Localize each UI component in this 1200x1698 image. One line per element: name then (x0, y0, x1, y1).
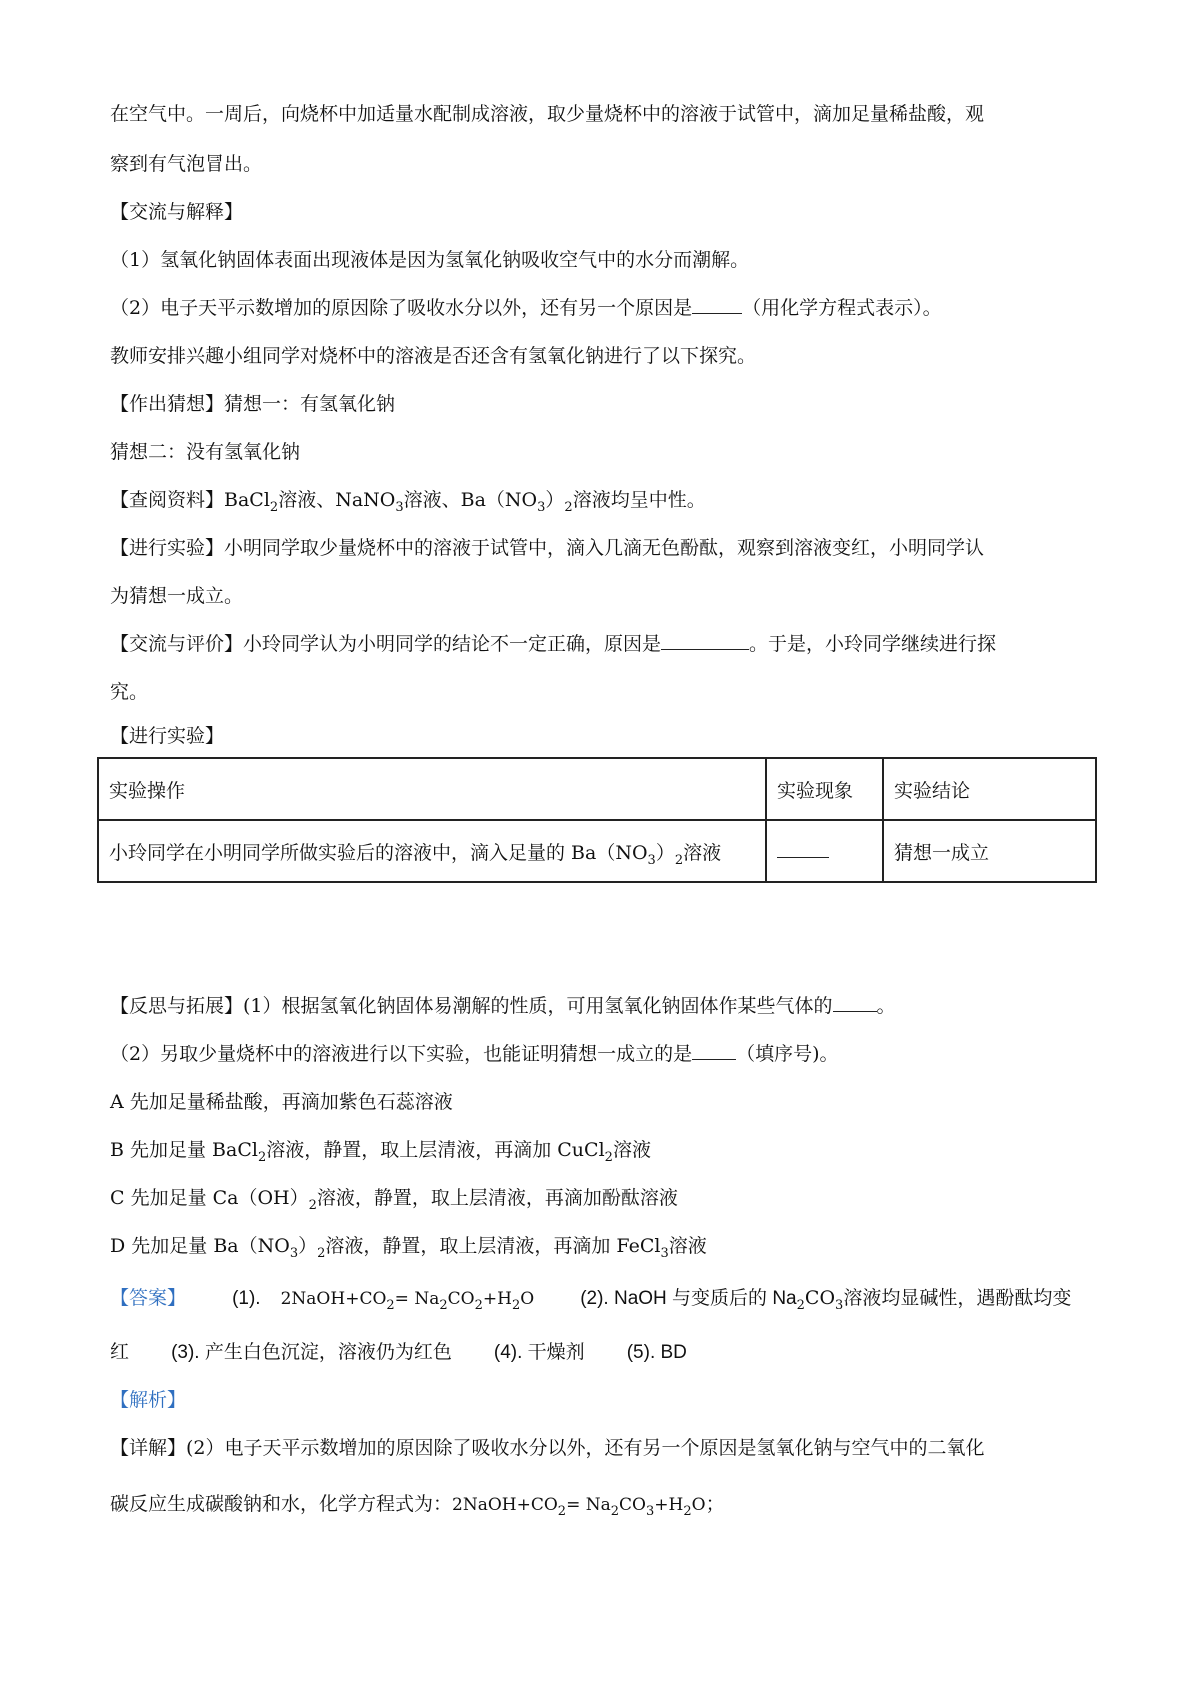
text: 红 (110, 1341, 130, 1363)
analysis-tag (110, 1386, 186, 1414)
question-line (110, 1040, 839, 1068)
subscript: 2 (511, 1298, 521, 1313)
section-heading (110, 198, 243, 226)
text: (4). 干燥剂 (493, 1342, 585, 1363)
text: (3). 产生白色沉淀，溶液仍为红色 (171, 1342, 452, 1363)
text: 【交流与评价】小玲同学认为小明同学的结论不一定正确，原因是 (110, 633, 662, 655)
text: 察到有气泡冒出。 (110, 153, 263, 175)
text: 为猜想一成立。 (110, 585, 244, 607)
subscript: 2 (564, 500, 573, 515)
reference-line (110, 486, 706, 517)
option-b (110, 1136, 651, 1167)
text: 。 (876, 995, 896, 1017)
text: ； (705, 1493, 725, 1515)
paragraph-line (110, 342, 756, 370)
question-line (110, 630, 996, 658)
subscript: 2 (604, 1150, 613, 1165)
text: 溶液均呈中性。 (572, 489, 706, 511)
text: （2）另取少量烧杯中的溶液进行以下实验，也能证明猜想一成立的是 (110, 1043, 693, 1065)
text: 【进行实验】小明同学取少量烧杯中的溶液于试管中，滴入几滴无色酚酞，观察到溶液变红，小明同学认 (110, 537, 985, 559)
subscript: 3 (645, 1504, 655, 1519)
text: (1). (232, 1288, 261, 1309)
subscript: 2 (317, 1246, 326, 1261)
subscript: 3 (289, 1246, 299, 1261)
equation (452, 1495, 706, 1519)
text: 溶液，静置，取上层清液，再滴加 CuCl (266, 1139, 605, 1161)
text: B 先加足量 BaCl (110, 1139, 258, 1161)
text: ） (545, 489, 565, 511)
table-header-cell: 实验现象 (766, 758, 883, 820)
subscript: 2 (674, 852, 684, 868)
answer-blank[interactable] (692, 295, 742, 314)
text: (5). BD (626, 1342, 687, 1363)
text: 【查阅资料】BaCl (110, 489, 270, 511)
text: CO (619, 1495, 646, 1515)
paragraph-line (110, 246, 749, 274)
text: 究。 (110, 681, 149, 703)
subscript: 2 (796, 1298, 805, 1313)
text: 溶液，静置，取上层清液，再滴加 FeCl (325, 1235, 661, 1257)
text: 溶液、NaNO (278, 489, 396, 511)
subscript: 2 (269, 500, 279, 515)
text: = Na (566, 1495, 611, 1515)
text: +H (482, 1289, 512, 1309)
subscript: 2 (386, 1298, 395, 1313)
answer-blank[interactable] (692, 1041, 736, 1060)
subscript: 2 (308, 1198, 317, 1213)
subscript: 3 (537, 500, 546, 515)
subscript: 3 (660, 1246, 669, 1261)
question-line (110, 294, 942, 322)
section-heading (110, 722, 224, 750)
option-a (110, 1088, 453, 1116)
text: CO (447, 1289, 475, 1309)
table-header-cell: 实验结论 (883, 758, 1096, 820)
text: 小玲同学在小明同学所做实验后的溶液中，滴入足量的 Ba（NO (109, 841, 648, 864)
answer-blank[interactable] (661, 631, 749, 650)
hypothesis-1 (110, 390, 395, 418)
text: 溶液均显碱性，遇酚酞均变 (843, 1287, 1072, 1309)
subscript: 2 (610, 1504, 620, 1519)
equation (280, 1289, 535, 1313)
text: 【作出猜想】猜想一：有氢氧化钠 (110, 393, 396, 415)
text: 溶液，静置，取上层清液，再滴加酚酞溶液 (316, 1187, 678, 1209)
text: （1）氢氧化钠固体表面出现液体是因为氢氧化钠吸收空气中的水分而潮解。 (110, 249, 750, 271)
text: 【反思与拓展】(1）根据氢氧化钠固体易潮解的性质，可用氢氧化钠固体作某些气体的 (110, 995, 833, 1017)
text: （2）电子天平示数增加的原因除了吸收水分以外，还有另一个原因是 (110, 297, 693, 319)
answer-line (110, 1284, 1071, 1315)
text: 【进行实验】 (110, 725, 225, 747)
text: ） (298, 1235, 318, 1257)
hypothesis-2 (110, 438, 300, 466)
text: O (520, 1289, 535, 1309)
text: A 先加足量稀盐酸，再滴加紫色石蕊溶液 (110, 1091, 453, 1113)
text: 碳反应生成碳酸钠和水，化学方程式为： (110, 1493, 453, 1515)
subscript: 3 (835, 1298, 844, 1313)
text: 溶液 (668, 1235, 707, 1257)
subscript: 2 (439, 1298, 448, 1313)
text: (2). NaOH 与变质后的 Na (580, 1288, 797, 1309)
question-line (110, 992, 896, 1020)
subscript: 2 (257, 1150, 267, 1165)
text: ） (655, 841, 675, 864)
text: = Na (394, 1289, 440, 1309)
table-header-cell: 实验操作 (98, 758, 766, 820)
experiment-table (97, 757, 1097, 883)
text: 在空气中。一周后，向烧杯中加适量水配制成溶液，取少量烧杯中的溶液于试管中，滴加足量稀盐酸，观 (110, 103, 985, 125)
text: 【详解】(2）电子天平示数增加的原因除了吸收水分以外，还有另一个原因是氢氧化钠与空气中的二氧化 (110, 1437, 985, 1459)
table-cell (766, 820, 883, 882)
subscript: 2 (683, 1504, 692, 1519)
option-c (110, 1184, 678, 1215)
table-row (98, 820, 1096, 882)
table-header-row (98, 758, 1096, 820)
analysis-line (110, 1434, 985, 1462)
text: 2NaOH+CO (452, 1495, 558, 1515)
text: 溶液 (612, 1139, 651, 1161)
text: （用化学方程式表示）。 (742, 297, 942, 319)
text: O (691, 1495, 706, 1515)
paragraph-line (110, 678, 148, 706)
analysis-line (110, 1490, 725, 1521)
text: D 先加足量 Ba（NO (110, 1235, 290, 1257)
text: 猜想二：没有氢氧化钠 (110, 441, 301, 463)
text: 。于是，小玲同学继续进行探 (749, 633, 997, 655)
text: CO (804, 1287, 836, 1309)
table-cell: 猜想一成立 (883, 820, 1096, 882)
text: 2NaOH+CO (280, 1289, 387, 1309)
text: C 先加足量 Ca（OH） (110, 1187, 309, 1209)
answer-blank[interactable] (833, 993, 877, 1012)
text: 【交流与解释】 (110, 201, 244, 223)
answer-line (110, 1338, 687, 1367)
paragraph-line (110, 100, 984, 128)
answer-tag: 【答案】 (110, 1287, 187, 1309)
answer-blank[interactable] (777, 839, 829, 858)
paragraph-line (110, 534, 984, 562)
text: 【解析】 (110, 1389, 187, 1411)
text: 溶液、Ba（NO (403, 489, 538, 511)
paragraph-line (110, 582, 243, 610)
option-d (110, 1232, 707, 1263)
text: （填序号)。 (736, 1043, 839, 1065)
subscript: 3 (647, 852, 656, 868)
text: +H (654, 1495, 684, 1515)
text: 教师安排兴趣小组同学对烧杯中的溶液是否还含有氢氧化钠进行了以下探究。 (110, 345, 757, 367)
subscript: 2 (474, 1298, 483, 1313)
subscript: 2 (557, 1504, 567, 1519)
text: 溶液 (683, 841, 722, 864)
paragraph-line (110, 150, 262, 178)
subscript: 3 (395, 500, 404, 515)
table-cell (98, 820, 766, 882)
